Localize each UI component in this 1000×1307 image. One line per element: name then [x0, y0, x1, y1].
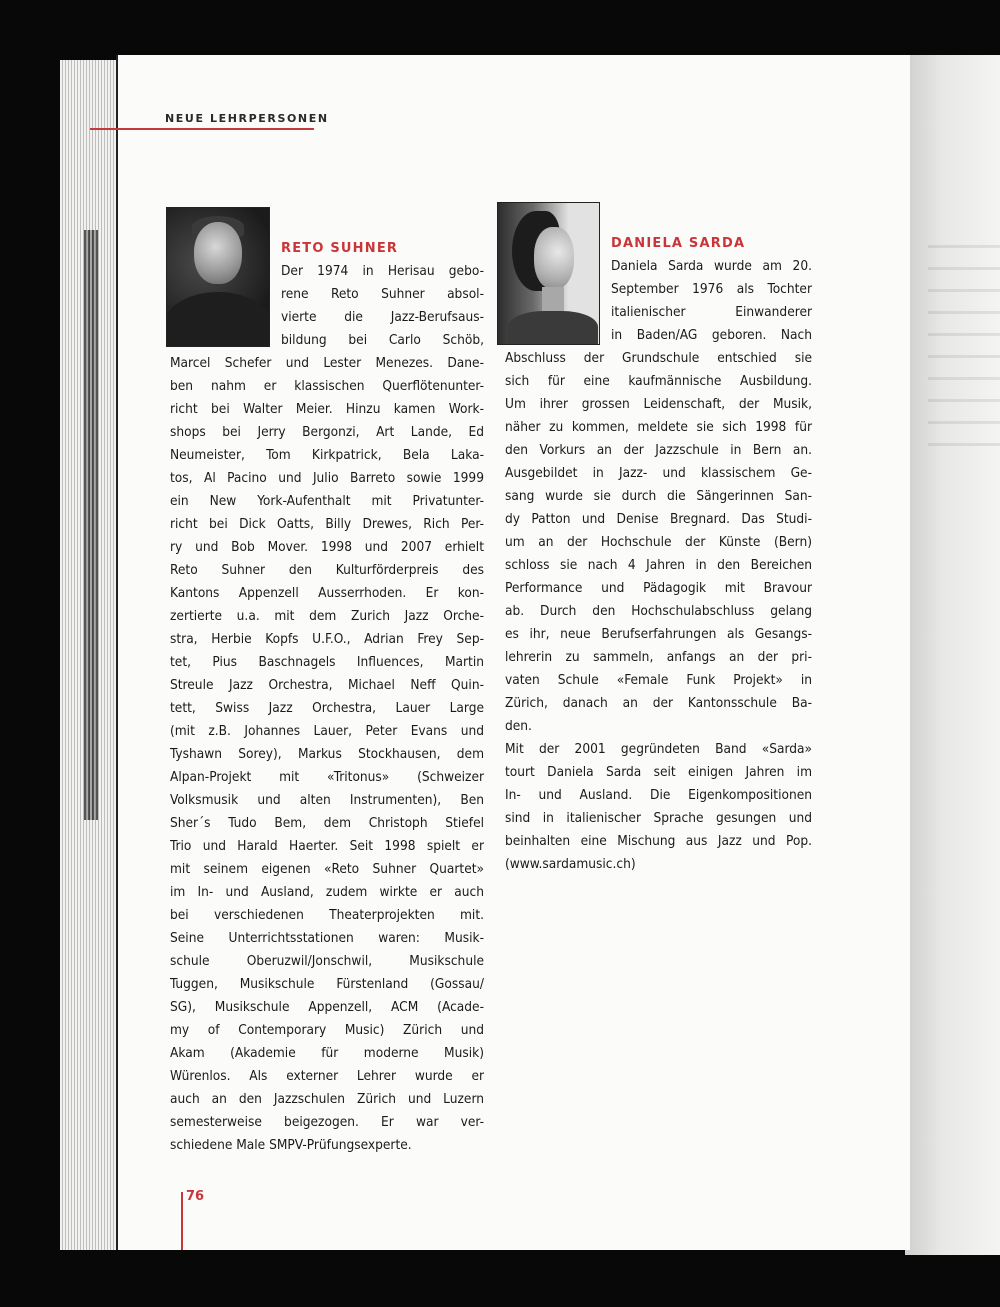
text-line: Marcel Schefer und Lester Menezes. Dane- — [170, 355, 484, 371]
text-line: Mit der 2001 gegründeten Band «Sarda» — [505, 741, 812, 757]
text-line: Würenlos. Als externer Lehrer wurde er — [170, 1068, 484, 1084]
text-line: Trio und Harald Haerter. Seit 1998 spielt er — [170, 838, 484, 854]
text-line: den. — [505, 718, 532, 734]
text-line: den Vorkurs an der Jazzschule in Bern an. — [505, 442, 812, 458]
text-line: SG), Musikschule Appenzell, ACM (Acade- — [170, 999, 484, 1015]
text-line: Kantons Appenzell Ausserrhoden. Er kon- — [170, 585, 484, 601]
text-line: my of Contemporary Music) Zürich und — [170, 1022, 484, 1038]
text-line: Daniela Sarda wurde am 20. — [611, 258, 812, 274]
text-line: Der 1974 in Herisau gebo- — [281, 263, 484, 279]
text-line: semesterweise beigezogen. Er war ver- — [170, 1114, 484, 1130]
page-number-rule — [181, 1192, 183, 1250]
text-line: (mit z.B. Johannes Lauer, Peter Evans und — [170, 723, 484, 739]
text-line: ry und Bob Mover. 1998 und 2007 erhielt — [170, 539, 484, 555]
text-line: tos, Al Pacino und Julio Barreto sowie 1999 — [170, 470, 484, 486]
text-line: vierte die Jazz-Berufsaus- — [281, 309, 484, 325]
page-gutter-line — [116, 55, 118, 1250]
page-number: 76 — [186, 1189, 205, 1204]
text-line: Akam (Akademie für moderne Musik) — [170, 1045, 484, 1061]
text-line: mit seinem eigenen «Reto Suhner Quartet» — [170, 861, 484, 877]
section-header: NEUE LEHRPERSONEN — [165, 112, 329, 125]
profile-name-reto: RETO SUHNER — [281, 241, 399, 256]
text-line: Um ihrer grossen Leidenschaft, der Musik, — [505, 396, 812, 412]
page-edge-shadow — [84, 230, 98, 820]
text-line: vaten Schule «Female Funk Projekt» in — [505, 672, 812, 688]
text-line: schiedene Male SMPV-Prüfungsexperte. — [170, 1137, 412, 1153]
text-line: sich für eine kaufmännische Ausbildung. — [505, 373, 812, 389]
text-line: näher zu kommen, meldete sie sich 1998 für — [505, 419, 812, 435]
text-line: zertierte u.a. mit dem Zurich Jazz Orche- — [170, 608, 484, 624]
text-line: Abschluss der Grundschule entschied sie — [505, 350, 812, 366]
text-line: lehrerin zu sammeln, anfangs an der pri- — [505, 649, 812, 665]
text-line: dy Patton und Denise Bregnard. Das Studi- — [505, 511, 812, 527]
text-line: Performance und Pädagogik mit Bravour — [505, 580, 812, 596]
portrait-photo-icon — [497, 202, 600, 345]
text-line: Sher´s Tudo Bem, dem Christoph Stiefel — [170, 815, 484, 831]
text-line: Volksmusik und alten Instrumenten), Ben — [170, 792, 484, 808]
portrait-photo-icon — [166, 207, 270, 347]
text-line: sang wurde sie durch die Sängerinnen San- — [505, 488, 812, 504]
text-line: beinhalten eine Mischung aus Jazz und Pop. — [505, 833, 812, 849]
text-line: in Baden/AG geboren. Nach — [611, 327, 812, 343]
text-line: Seine Unterrichtsstationen waren: Musik- — [170, 930, 484, 946]
text-line: Tyshawn Sorey), Markus Stockhausen, dem — [170, 746, 484, 762]
text-line: richt bei Dick Oatts, Billy Drewes, Rich Per- — [170, 516, 484, 532]
text-line: italienischer Einwanderer — [611, 304, 812, 320]
text-line: (www.sardamusic.ch) — [505, 856, 636, 872]
text-line: Neumeister, Tom Kirkpatrick, Bela Laka- — [170, 447, 484, 463]
text-line: shops bei Jerry Bergonzi, Art Lande, Ed — [170, 424, 484, 440]
text-line: September 1976 als Tochter — [611, 281, 812, 297]
text-line: sind in italienischer Sprache gesungen und — [505, 810, 812, 826]
text-line: In- und Ausland. Die Eigenkompositionen — [505, 787, 812, 803]
text-line: schule Oberuzwil/Jonschwil, Musikschule — [170, 953, 484, 969]
text-line: auch an den Jazzschulen Zürich und Luzern — [170, 1091, 484, 1107]
text-line: Alpan-Projekt mit «Tritonus» (Schweizer — [170, 769, 484, 785]
profile-name-daniela: DANIELA SARDA — [611, 236, 746, 251]
text-line: rene Reto Suhner absol- — [281, 286, 484, 302]
text-line: um an der Hochschule der Künste (Bern) — [505, 534, 812, 550]
text-line: tourt Daniela Sarda seit einigen Jahren im — [505, 764, 812, 780]
text-line: Streule Jazz Orchestra, Michael Neff Quin- — [170, 677, 484, 693]
text-line: Zürich, danach an der Kantonsschule Ba- — [505, 695, 812, 711]
text-line: Reto Suhner den Kulturförderpreis des — [170, 562, 484, 578]
text-line: schloss sie nach 4 Jahren in den Bereichen — [505, 557, 812, 573]
show-through-text — [928, 245, 1000, 1095]
text-line: Tuggen, Musikschule Fürstenland (Gossau/ — [170, 976, 484, 992]
text-line: richt bei Walter Meier. Hinzu kamen Work- — [170, 401, 484, 417]
text-line: ein New York-Aufenthalt mit Privatunter- — [170, 493, 484, 509]
text-line: ab. Durch den Hochschulabschluss gelang — [505, 603, 812, 619]
text-line: tett, Swiss Jazz Orchestra, Lauer Large — [170, 700, 484, 716]
text-line: stra, Herbie Kopfs U.F.O., Adrian Frey Sep- — [170, 631, 484, 647]
header-rule — [90, 128, 314, 130]
text-line: bei verschiedenen Theaterprojekten mit. — [170, 907, 484, 923]
text-line: tet, Pius Baschnagels Influences, Martin — [170, 654, 484, 670]
page-stack-edges — [60, 60, 120, 1250]
text-line: bildung bei Carlo Schöb, — [281, 332, 484, 348]
text-line: Ausgebildet in Jazz- und klassischem Ge- — [505, 465, 812, 481]
text-line: ben nahm er klassischen Querflötenunter- — [170, 378, 484, 394]
text-line: es ihr, neue Berufserfahrungen als Gesangs- — [505, 626, 812, 642]
text-line: im In- und Ausland, zudem wirkte er auch — [170, 884, 484, 900]
